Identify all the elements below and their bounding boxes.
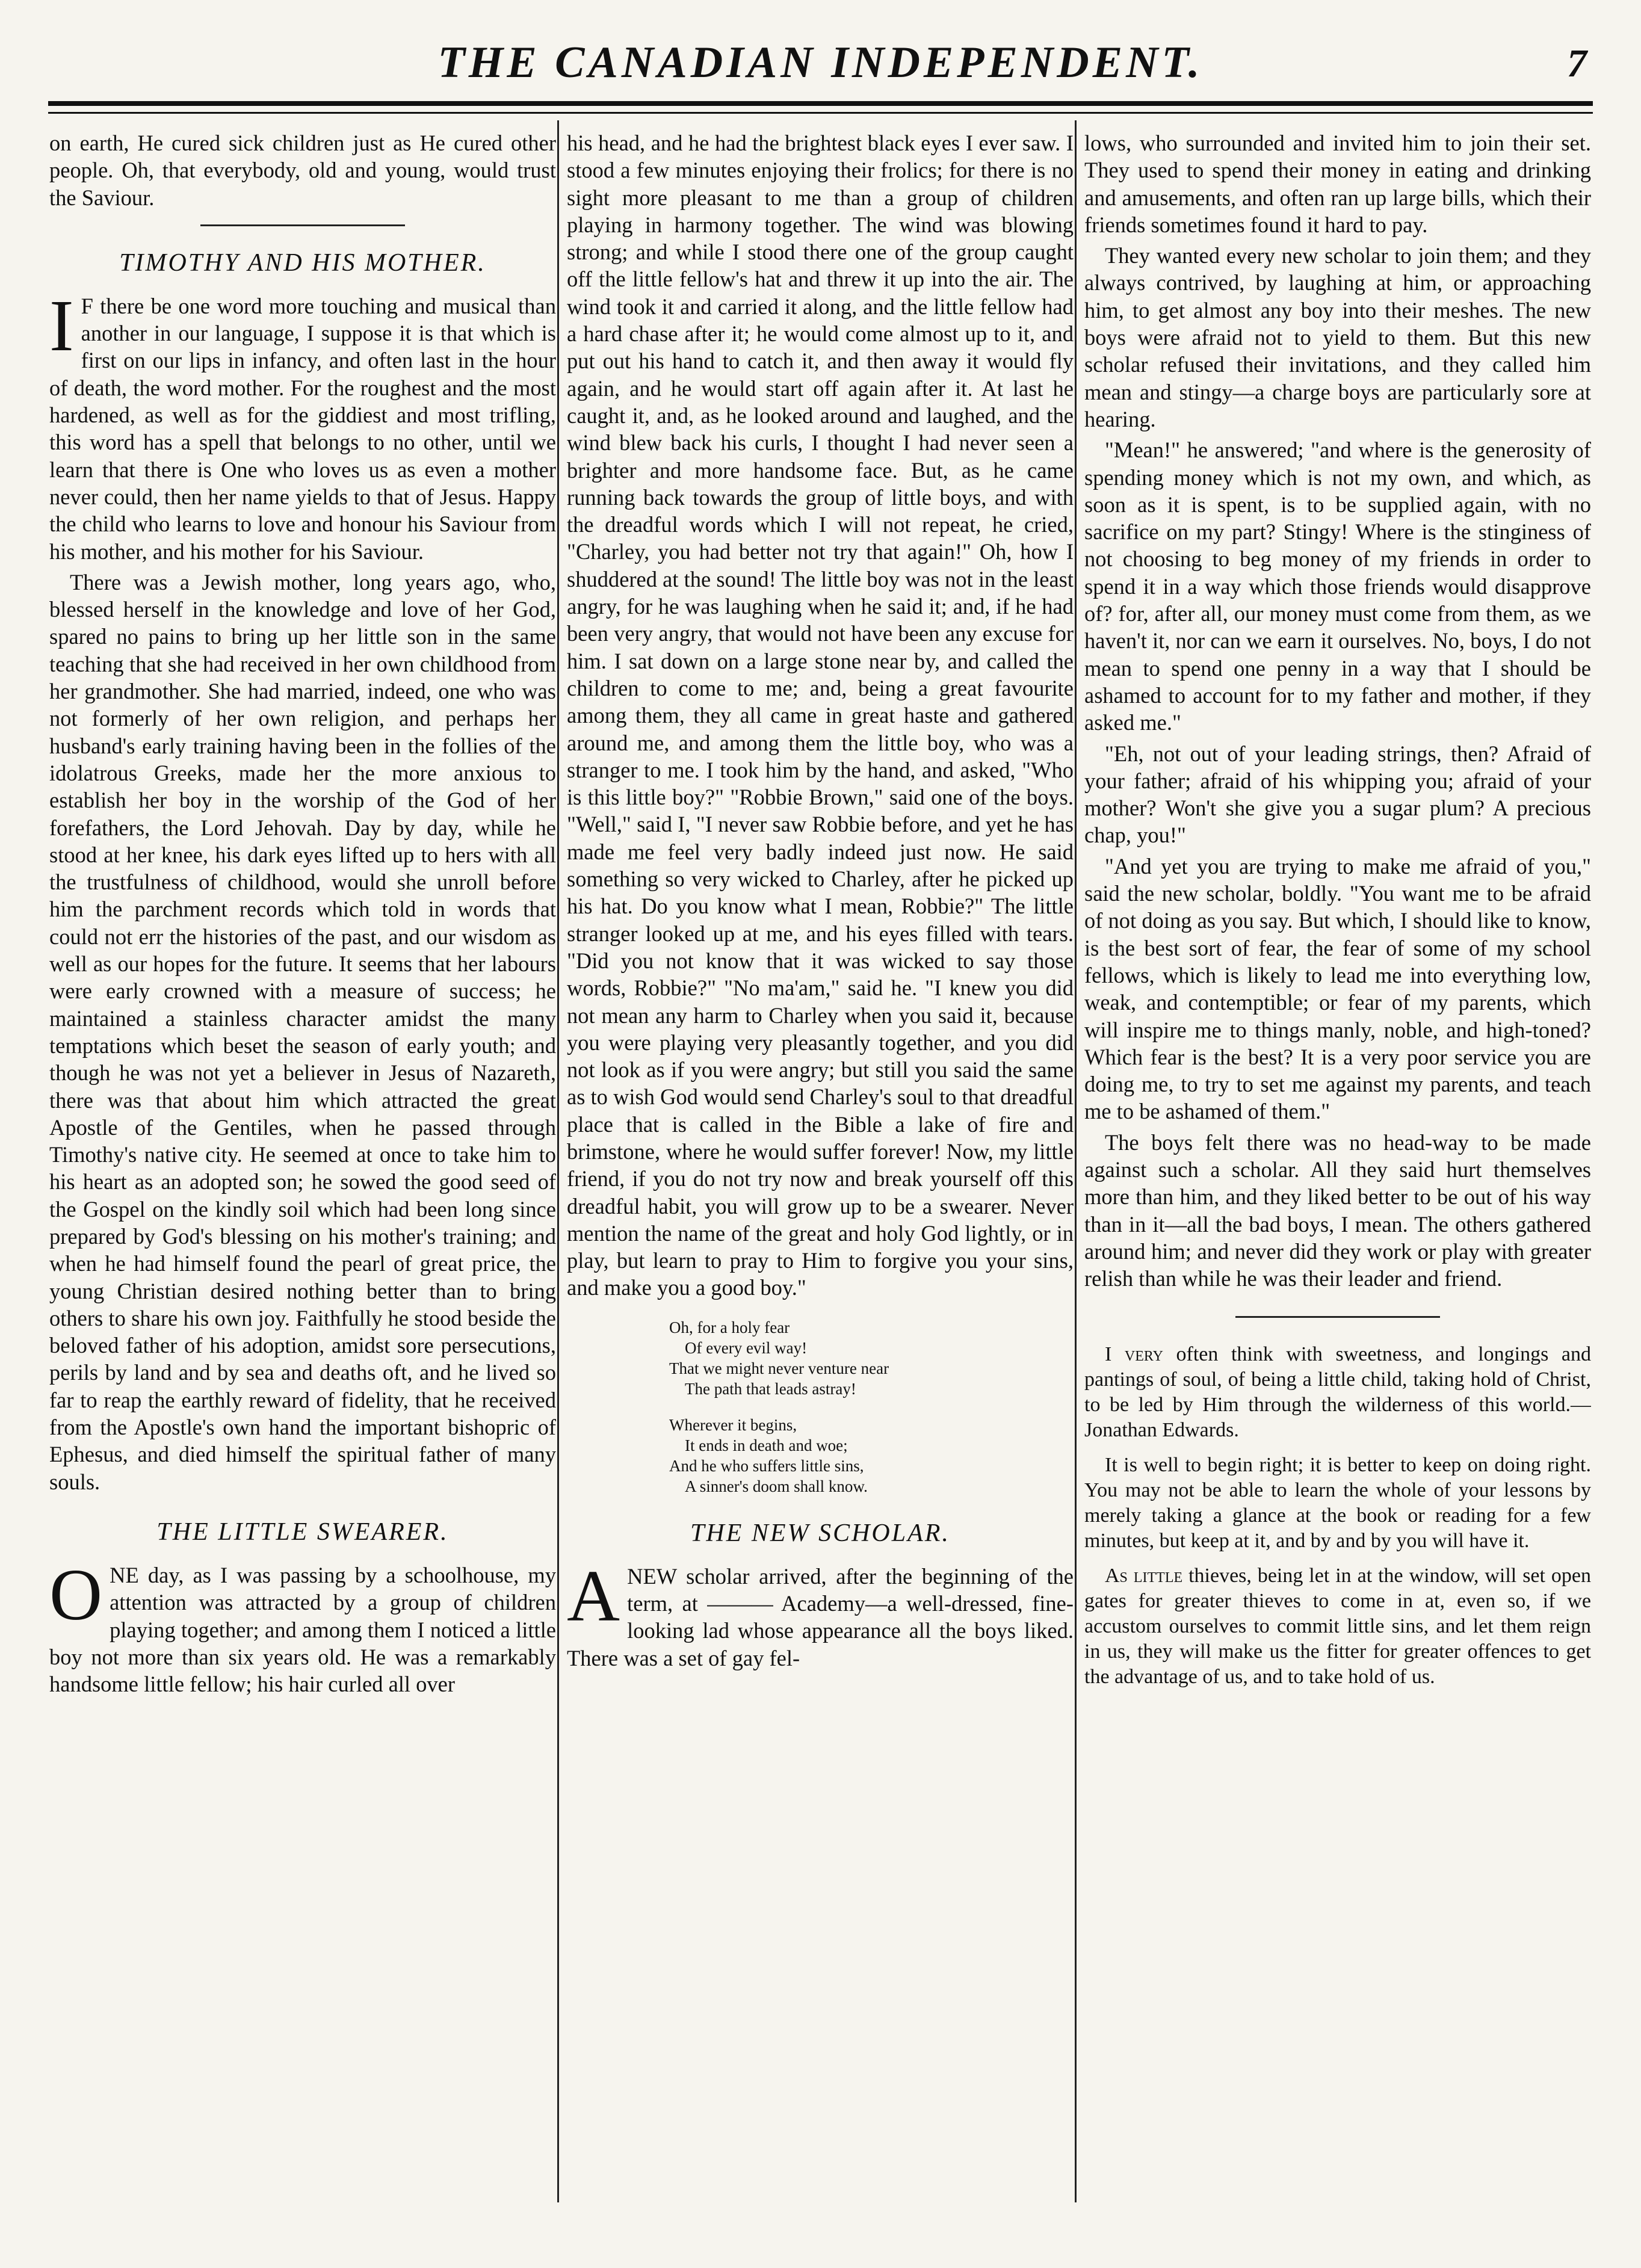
poem-line: That we might never venture near: [669, 1359, 889, 1377]
article-paragraph: [49, 1554, 556, 1698]
drop-cap: O: [49, 1554, 103, 1636]
poem: [669, 1317, 1074, 1497]
article-paragraph: "Eh, not out of your leading strings, then? Afraid of your father; afraid of his whipping you; afraid of your mother? Won't she give you a sugar plum? A precious chap, you!": [1084, 741, 1591, 848]
publication-title: THE CANADIAN INDEPENDENT.: [437, 38, 1204, 87]
filler-paragraph: It is well to begin right; it is better to keep on doing right. You may not be able to learn the whole of your lessons by merely taking a glance at the book or reading for a few minutes, but keep at it, and by and by you will have it.: [1084, 1454, 1591, 1553]
column-divider: [557, 120, 559, 2202]
article-paragraph: [567, 1555, 1074, 1672]
paragraph-text: NE day, as I was passing by a schoolhouse, my attention was attracted by a group of children playing together; and among them I noticed a little boy not more than six years old. He was a remarkably handsome little fellow; his hair curled all over: [49, 1562, 556, 1697]
article-paragraph: There was a Jewish mother, long years ago, who, blessed herself in the knowledge and love of her God, spared no pains to bring up her little son in the same teaching that she had received in her own childhood from her grandmother. She had married, indeed, one who was not formerly of her own religion, and perhaps her husband's early training having been in the follies of the idolatrous Greeks, made her the more anxious to establish her boy in the worship of the God of her forefathers, the Lord Jehovah. Day by day, while he stood at her knee, his dark eyes lifted up to hers with all the trustfulness of childhood, would she unroll before him the parchment records which told in words that could not err the histories of the past, and our wisdom as well as our hopes for the future. It seems that her labours were early crowned with a measure of success; he maintained a stainless character amidst the many temptations which beset the season of early youth; and though he was not yet a believer in Jesus of Nazareth, there was that about him which attracted the great Apostle of the Gentiles, when he passed through Timothy's native city. He seemed at once to take him to his heart as an adopted son; he sowed the good seed of the Gospel on the kindly soil which had been long since prepared by God's blessing on his mother's training; and when he had himself found the pearl of great price, the young Christian desired nothing better than to bring others to share his own joy. Faithfully he stood beside the beloved father of his adoption, amidst sore persecutions, perils by land and by sea and deaths oft, and he lived so far to reap the earthly reward of fidelity, that he received from the Apostle's own hand the important bishopric of Ephesus, and died himself the spiritual father of many souls.: [49, 569, 556, 1494]
poem-line: And he who suffers little sins,: [669, 1456, 864, 1475]
article-paragraph: [49, 285, 556, 565]
header-rule: [48, 101, 1593, 106]
poem-stanza: [669, 1317, 1074, 1399]
article-heading-timothy: TIMOTHY AND HIS MOTHER.: [119, 249, 486, 277]
poem-line: Of every evil way!: [685, 1338, 808, 1357]
article-paragraph: lows, who surrounded and invited him to join their set. They used to spend their money in eating and drinking and amusements, and often ran up large bills, which their friends sometimes found it hard to pay.: [1084, 131, 1591, 237]
lead-words: As little: [1105, 1565, 1183, 1587]
poem-line: A sinner's doom shall know.: [685, 1477, 868, 1495]
paragraph-text: thieves, being let in at the window, will set open gates for greater thieves to come in at, even so, if we accustom ourselves to commit little sins, and let them reign in us, they will make us the fitter for greater offences to get the advantage of us, and to take hold of us.: [1084, 1565, 1591, 1689]
poem-line: Oh, for a holy fear: [669, 1318, 790, 1336]
paragraph-text: often think with sweetness, and longings and pantings of soul, of being a little child, taking hold of Christ, to be led by Him through the wilderness of this world.—Jonathan Edwards.: [1084, 1343, 1591, 1442]
column-2: [567, 129, 1074, 2217]
column-divider: [1075, 120, 1077, 2202]
article-paragraph: The boys felt there was no head-way to be made against such a scholar. All they said hurt themselves more than him, and they liked better to be out of his way than in it—all the bad boys, I mean. The others gathered around him; and never did they work or play with greater relish than while he was their leader and friend.: [1084, 1129, 1591, 1291]
filler-paragraph: [1084, 1563, 1591, 1690]
poem-line: It ends in death and woe;: [685, 1436, 848, 1454]
poem-stanza: [669, 1415, 1074, 1497]
page-number: 7: [1567, 42, 1587, 85]
article-paragraph: "And yet you are trying to make me afraid of you," said the new scholar, boldly. "You want me to be afraid of not doing as you say. But which, I should like to know, is the best sort of fear, the fear of some of my school fellows, which is likely to lead me into everything low, weak, and contemptible; or fear of my parents, which will inspire me to things manly, noble, and high-toned? Which fear is the best? It is a very poor service you are doing me, to try to set me against my parents, and teach me to be ashamed of them.": [1084, 853, 1591, 1124]
article-paragraph: "Mean!" he answered; "and where is the generosity of spending money which is not my own, and which, as soon as it is spent, is to be supplied again, with no sacrifice on my part? Stingy! Where is the stinginess of not choosing to beg money of my friends in order to spend it in a way which those friends would disapprove of? for, after all, our money must come from them, as we haven't it, nor can we earn it ourselves. No, boys, I do not mean to spend one penny in a way that I should be ashamed to account for to my father and mother, if they asked me.": [1084, 437, 1591, 735]
column-3: [1084, 129, 1591, 2217]
poem-line: The path that leads astray!: [685, 1379, 856, 1398]
poem-line: Wherever it begins,: [669, 1415, 797, 1434]
paragraph-text: NEW scholar arrived, after the beginning of the term, at ——— Academy—a well-dressed, fine-looking lad whose appearance all the boys liked. There was a set of gay fel-: [567, 1563, 1074, 1670]
column-1: [49, 129, 556, 2217]
drop-cap: I: [49, 285, 74, 366]
quote-paragraph: [1084, 1342, 1591, 1443]
section-divider: [200, 224, 405, 226]
header-rule-thin: [48, 112, 1593, 114]
article-heading-new-scholar: THE NEW SCHOLAR.: [690, 1519, 950, 1547]
section-divider: [1235, 1316, 1440, 1318]
article-paragraph: They wanted every new scholar to join them; and they always contrived, by laughing at him, or approaching him, to get almost any boy into their meshes. The new boys were afraid not to yield to them. But this new scholar refused their invitations, and they called him mean and stingy—a charge boys are particularly sore at hearing.: [1084, 243, 1591, 431]
paragraph-text: F there be one word more touching and musical than another in our language, I suppose it is that which is first on our lips in infancy, and often last in the hour of death, the word mother. For the roughest and the most hardened, as well as for the giddiest and most trifling, this word has a spell that belongs to no other, until we learn that there is One who loves us as even a mother never could, then her name yields to that of Jesus. Happy the child who learns to love and honour his Saviour from his mother, and his mother for his Saviour.: [49, 293, 556, 564]
drop-cap: A: [567, 1555, 620, 1637]
article-paragraph: his head, and he had the brightest black eyes I ever saw. I stood a few minutes enjoying their frolics; for there is no sight more pleasant to me than a group of children playing in harmony together. The wind was blowing strong; and while I stood there one of the group caught off the little fellow's hat and threw it up into the air. The wind took it and carried it along, and the little fellow had a hard chase after it; he would come almost up to it, and put out his hand to catch it, and then away it would fly again, and he would start off again after it. At last he caught it, and, as he looked around and laughed, and the wind blew back his curls, I thought I had never seen a brighter and more handsome face. But, as he came running back towards the group of little boys, and with the dreadful words which I will not repeat, he cried, "Charley, you had better not try that again!" Oh, how I shuddered at the sound! The little boy was not in the least angry, for he was laughing when he said it; and, if he had been very angry, that would not have been any excuse for him. I sat down on a large stone near by, and called the children to come to me; and, being a great favourite among them, they all came in great haste and gathered around me, and among them the little boy, who was a stranger to me. I took him by the hand, and asked, "Who is this little boy?" "Robbie Brown," said one of the boys. "Well," said I, "I never saw Robbie before, and yet he has made me feel very badly indeed just now. He said something so very wicked to Charley, after he picked up his hat. Do you know what I mean, Robbie?" The little stranger looked up at me, and his eyes filled with tears. "Did you not know that it was wicked to say those words, Robbie?" "No ma'am," said he. "I knew you did not mean any harm to Charley when you said it, because you were playing very pleasantly together, and you did not look as if you were angry; but still you said the same as to wish God would send Charley's soul to that dreadful place that is called in the Bible a lake of fire and brimstone, where he would suffer forever! Now, my little friend, if you do not try now and break yourself off this dreadful habit, you will grow up to be a swearer. Never mention the name of the great and holy God lightly, or in play, but learn to pray to Him to forgive you your sins, and make you a good boy.": [567, 131, 1074, 1300]
lead-words: I very: [1105, 1343, 1163, 1366]
article-heading-swearer: THE LITTLE SWEARER.: [156, 1518, 449, 1546]
continued-paragraph: on earth, He cured sick children just as He cured other people. Oh, that everybody, old and young, would trust the Saviour.: [49, 131, 556, 210]
page-header: [48, 30, 1593, 96]
